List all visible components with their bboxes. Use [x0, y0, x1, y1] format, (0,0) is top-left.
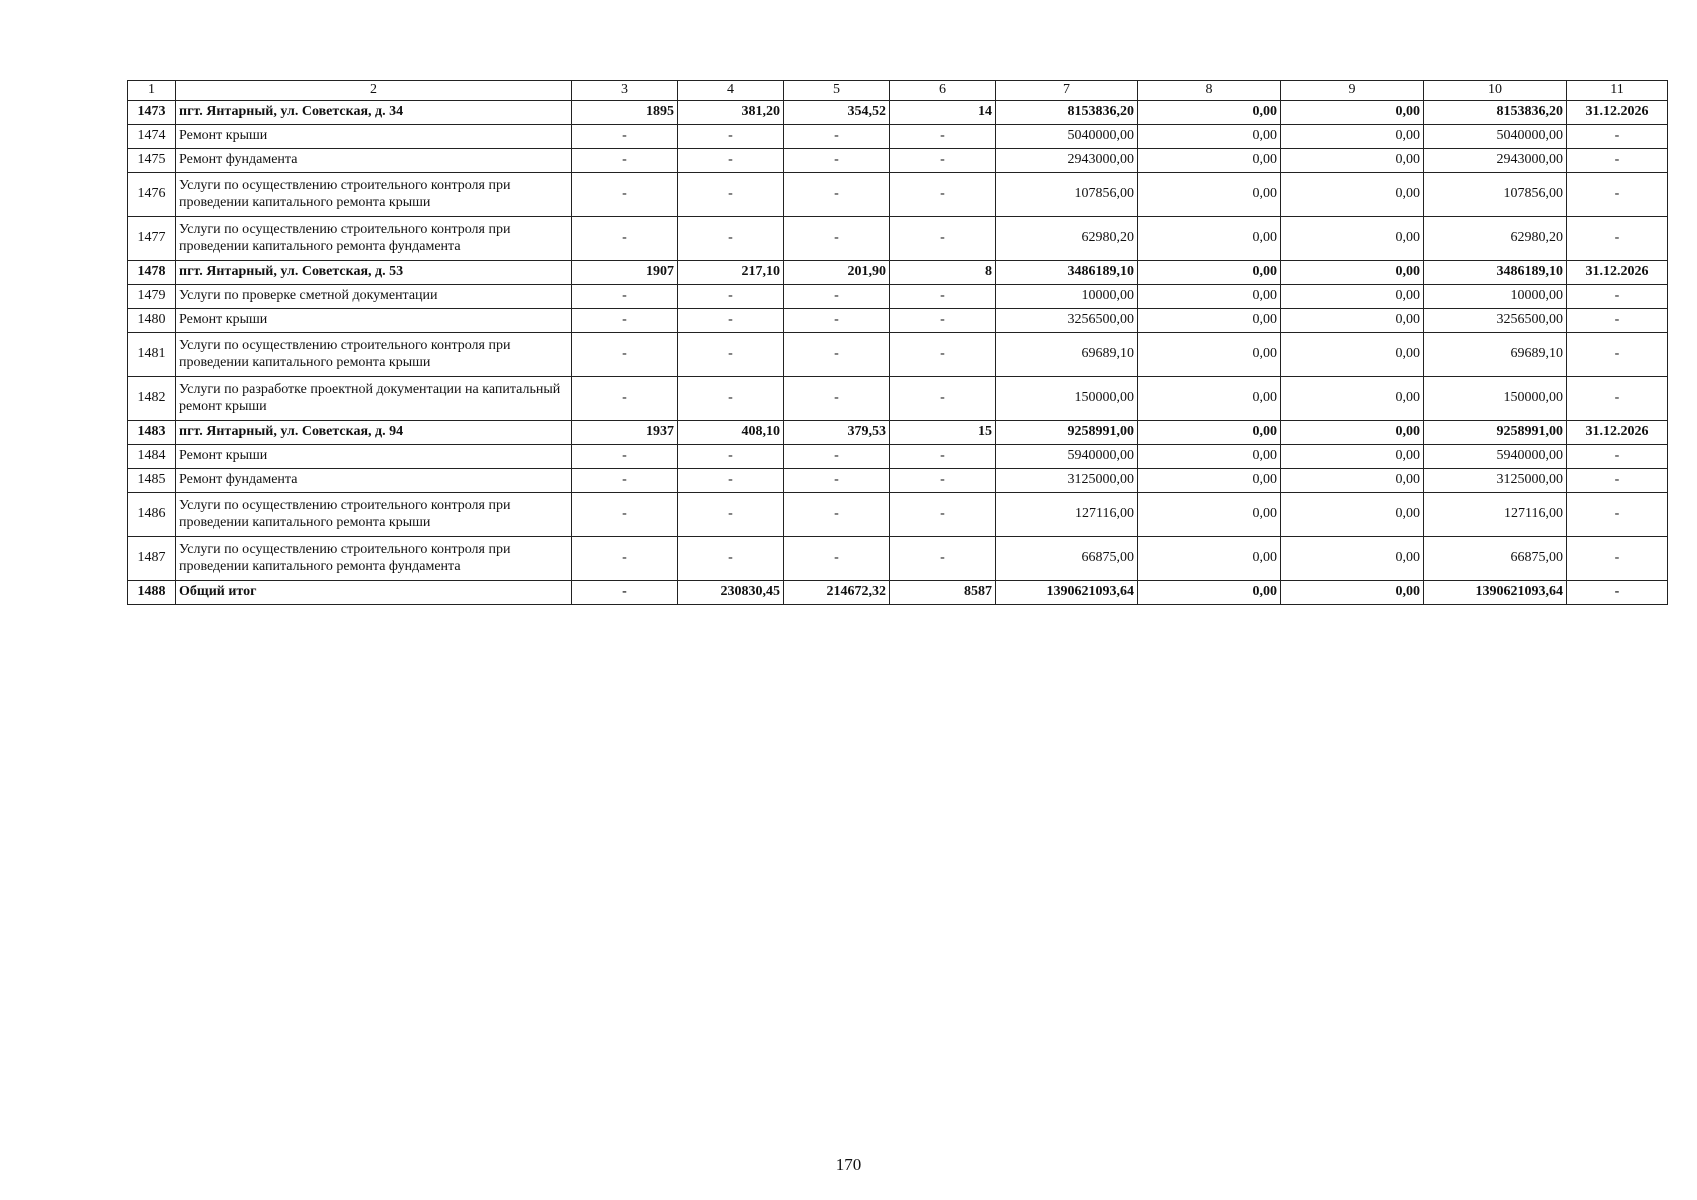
col-4-value: 408,10: [678, 421, 784, 445]
col-9-value: 0,00: [1281, 333, 1424, 377]
col-5-value: -: [784, 469, 890, 493]
col-5-value: 214672,32: [784, 581, 890, 605]
col-9-value: 0,00: [1281, 309, 1424, 333]
col-10-value: 5940000,00: [1424, 445, 1567, 469]
row-number: 1480: [128, 309, 176, 333]
address-row: [128, 421, 1668, 445]
row-description: Ремонт крыши: [176, 309, 572, 333]
address-row: [128, 101, 1668, 125]
col-7-value: 3256500,00: [996, 309, 1138, 333]
row-number: 1482: [128, 377, 176, 421]
col-10-value: 9258991,00: [1424, 421, 1567, 445]
table-row: [128, 469, 1668, 493]
col-3-value: -: [572, 581, 678, 605]
col-11-value: -: [1567, 125, 1668, 149]
col-9-value: 0,00: [1281, 173, 1424, 217]
col-8-value: 0,00: [1138, 581, 1281, 605]
col-3-value: -: [572, 493, 678, 537]
col-11-value: -: [1567, 537, 1668, 581]
col-7-value: 2943000,00: [996, 149, 1138, 173]
col-8-value: 0,00: [1138, 421, 1281, 445]
row-description: Услуги по осуществлению строительного контроля при проведении капитального ремонта фундамента: [176, 217, 572, 261]
row-number: 1486: [128, 493, 176, 537]
col-3-value: -: [572, 445, 678, 469]
col-4-value: 230830,45: [678, 581, 784, 605]
col-10-value: 5040000,00: [1424, 125, 1567, 149]
table-body: [128, 101, 1668, 605]
col-3-value: 1907: [572, 261, 678, 285]
col-5-value: 201,90: [784, 261, 890, 285]
col-5-value: 354,52: [784, 101, 890, 125]
col-7-value: 66875,00: [996, 537, 1138, 581]
col-8-value: 0,00: [1138, 333, 1281, 377]
col-4-value: -: [678, 493, 784, 537]
col-9-value: 0,00: [1281, 149, 1424, 173]
col-4-value: 217,10: [678, 261, 784, 285]
col-11-value: -: [1567, 217, 1668, 261]
col-10-value: 8153836,20: [1424, 101, 1567, 125]
column-header: 6: [890, 81, 996, 101]
col-5-value: -: [784, 493, 890, 537]
row-description: Ремонт фундамента: [176, 149, 572, 173]
column-header: 7: [996, 81, 1138, 101]
col-10-value: 2943000,00: [1424, 149, 1567, 173]
col-10-value: 3486189,10: [1424, 261, 1567, 285]
col-9-value: 0,00: [1281, 125, 1424, 149]
row-description: Услуги по разработке проектной документации на капитальный ремонт крыши: [176, 377, 572, 421]
row-number: 1488: [128, 581, 176, 605]
col-5-value: -: [784, 217, 890, 261]
col-3-value: -: [572, 469, 678, 493]
col-5-value: -: [784, 333, 890, 377]
column-header: 2: [176, 81, 572, 101]
row-description: пгт. Янтарный, ул. Советская, д. 94: [176, 421, 572, 445]
row-number: 1477: [128, 217, 176, 261]
table-row: [128, 493, 1668, 537]
col-11-value: -: [1567, 445, 1668, 469]
col-6-value: -: [890, 285, 996, 309]
table-row: [128, 149, 1668, 173]
row-number: 1483: [128, 421, 176, 445]
col-10-value: 150000,00: [1424, 377, 1567, 421]
row-description: Общий итог: [176, 581, 572, 605]
address-row: [128, 261, 1668, 285]
col-4-value: -: [678, 285, 784, 309]
col-4-value: -: [678, 217, 784, 261]
col-8-value: 0,00: [1138, 537, 1281, 581]
col-3-value: -: [572, 537, 678, 581]
row-description: Услуги по осуществлению строительного контроля при проведении капитального ремонта крыши: [176, 173, 572, 217]
col-9-value: 0,00: [1281, 217, 1424, 261]
col-5-value: -: [784, 377, 890, 421]
table-row: [128, 377, 1668, 421]
col-8-value: 0,00: [1138, 101, 1281, 125]
col-4-value: -: [678, 469, 784, 493]
col-8-value: 0,00: [1138, 261, 1281, 285]
col-10-value: 10000,00: [1424, 285, 1567, 309]
budget-table: [127, 80, 1668, 605]
col-7-value: 127116,00: [996, 493, 1138, 537]
header-row: [128, 81, 1668, 101]
col-7-value: 107856,00: [996, 173, 1138, 217]
col-11-value: 31.12.2026: [1567, 101, 1668, 125]
col-3-value: -: [572, 285, 678, 309]
col-11-value: -: [1567, 285, 1668, 309]
col-8-value: 0,00: [1138, 469, 1281, 493]
col-9-value: 0,00: [1281, 581, 1424, 605]
col-6-value: -: [890, 537, 996, 581]
total-row: [128, 581, 1668, 605]
col-6-value: -: [890, 377, 996, 421]
col-8-value: 0,00: [1138, 377, 1281, 421]
col-6-value: 8: [890, 261, 996, 285]
col-4-value: -: [678, 537, 784, 581]
col-11-value: -: [1567, 173, 1668, 217]
col-6-value: -: [890, 469, 996, 493]
row-number: 1479: [128, 285, 176, 309]
col-3-value: -: [572, 149, 678, 173]
col-8-value: 0,00: [1138, 285, 1281, 309]
col-5-value: -: [784, 173, 890, 217]
col-7-value: 5940000,00: [996, 445, 1138, 469]
col-6-value: 8587: [890, 581, 996, 605]
row-description: Услуги по осуществлению строительного контроля при проведении капитального ремонта крыши: [176, 333, 572, 377]
col-8-value: 0,00: [1138, 493, 1281, 537]
col-10-value: 62980,20: [1424, 217, 1567, 261]
col-9-value: 0,00: [1281, 445, 1424, 469]
col-7-value: 8153836,20: [996, 101, 1138, 125]
col-3-value: 1937: [572, 421, 678, 445]
row-description: Ремонт фундамента: [176, 469, 572, 493]
row-description: Услуги по проверке сметной документации: [176, 285, 572, 309]
col-7-value: 150000,00: [996, 377, 1138, 421]
col-4-value: -: [678, 333, 784, 377]
col-3-value: -: [572, 377, 678, 421]
col-6-value: -: [890, 217, 996, 261]
col-4-value: -: [678, 125, 784, 149]
row-number: 1474: [128, 125, 176, 149]
col-7-value: 1390621093,64: [996, 581, 1138, 605]
column-header: 1: [128, 81, 176, 101]
col-9-value: 0,00: [1281, 377, 1424, 421]
table-row: [128, 125, 1668, 149]
col-3-value: -: [572, 217, 678, 261]
col-6-value: -: [890, 173, 996, 217]
row-description: Услуги по осуществлению строительного контроля при проведении капитального ремонта крыши: [176, 493, 572, 537]
col-10-value: 107856,00: [1424, 173, 1567, 217]
row-description: Услуги по осуществлению строительного контроля при проведении капитального ремонта фундамента: [176, 537, 572, 581]
col-9-value: 0,00: [1281, 493, 1424, 537]
column-header: 8: [1138, 81, 1281, 101]
col-6-value: 14: [890, 101, 996, 125]
col-8-value: 0,00: [1138, 173, 1281, 217]
col-10-value: 3256500,00: [1424, 309, 1567, 333]
col-3-value: -: [572, 173, 678, 217]
row-number: 1478: [128, 261, 176, 285]
row-number: 1485: [128, 469, 176, 493]
col-7-value: 3486189,10: [996, 261, 1138, 285]
table-row: [128, 309, 1668, 333]
col-5-value: -: [784, 285, 890, 309]
column-header: 10: [1424, 81, 1567, 101]
col-6-value: -: [890, 149, 996, 173]
table-row: [128, 217, 1668, 261]
col-9-value: 0,00: [1281, 285, 1424, 309]
col-4-value: -: [678, 309, 784, 333]
column-header: 11: [1567, 81, 1668, 101]
col-10-value: 3125000,00: [1424, 469, 1567, 493]
col-7-value: 10000,00: [996, 285, 1138, 309]
col-11-value: 31.12.2026: [1567, 421, 1668, 445]
col-8-value: 0,00: [1138, 309, 1281, 333]
col-7-value: 9258991,00: [996, 421, 1138, 445]
table-row: [128, 173, 1668, 217]
table-row: [128, 537, 1668, 581]
col-4-value: -: [678, 149, 784, 173]
col-6-value: -: [890, 309, 996, 333]
col-5-value: -: [784, 537, 890, 581]
col-3-value: -: [572, 309, 678, 333]
column-header: 4: [678, 81, 784, 101]
col-7-value: 3125000,00: [996, 469, 1138, 493]
col-11-value: -: [1567, 493, 1668, 537]
col-10-value: 69689,10: [1424, 333, 1567, 377]
col-8-value: 0,00: [1138, 217, 1281, 261]
col-8-value: 0,00: [1138, 149, 1281, 173]
col-5-value: -: [784, 125, 890, 149]
col-9-value: 0,00: [1281, 261, 1424, 285]
col-5-value: -: [784, 309, 890, 333]
col-9-value: 0,00: [1281, 101, 1424, 125]
col-5-value: -: [784, 445, 890, 469]
row-description: Ремонт крыши: [176, 125, 572, 149]
column-header: 5: [784, 81, 890, 101]
col-4-value: -: [678, 377, 784, 421]
col-3-value: 1895: [572, 101, 678, 125]
row-number: 1475: [128, 149, 176, 173]
col-11-value: -: [1567, 309, 1668, 333]
table-row: [128, 333, 1668, 377]
row-number: 1487: [128, 537, 176, 581]
col-6-value: -: [890, 493, 996, 537]
col-6-value: -: [890, 333, 996, 377]
col-11-value: -: [1567, 469, 1668, 493]
col-5-value: 379,53: [784, 421, 890, 445]
page-number: 170: [835, 1155, 862, 1174]
col-6-value: 15: [890, 421, 996, 445]
row-number: 1473: [128, 101, 176, 125]
row-description: пгт. Янтарный, ул. Советская, д. 53: [176, 261, 572, 285]
col-8-value: 0,00: [1138, 445, 1281, 469]
col-9-value: 0,00: [1281, 537, 1424, 581]
col-11-value: -: [1567, 333, 1668, 377]
col-9-value: 0,00: [1281, 421, 1424, 445]
row-description: пгт. Янтарный, ул. Советская, д. 34: [176, 101, 572, 125]
col-4-value: -: [678, 173, 784, 217]
col-6-value: -: [890, 445, 996, 469]
col-11-value: -: [1567, 149, 1668, 173]
row-number: 1476: [128, 173, 176, 217]
col-10-value: 1390621093,64: [1424, 581, 1567, 605]
col-10-value: 127116,00: [1424, 493, 1567, 537]
col-9-value: 0,00: [1281, 469, 1424, 493]
col-4-value: 381,20: [678, 101, 784, 125]
column-header: 9: [1281, 81, 1424, 101]
column-header: 3: [572, 81, 678, 101]
col-11-value: -: [1567, 377, 1668, 421]
col-6-value: -: [890, 125, 996, 149]
col-8-value: 0,00: [1138, 125, 1281, 149]
col-7-value: 62980,20: [996, 217, 1138, 261]
col-10-value: 66875,00: [1424, 537, 1567, 581]
row-number: 1481: [128, 333, 176, 377]
row-description: Ремонт крыши: [176, 445, 572, 469]
row-number: 1484: [128, 445, 176, 469]
col-5-value: -: [784, 149, 890, 173]
col-4-value: -: [678, 445, 784, 469]
table-row: [128, 445, 1668, 469]
col-11-value: 31.12.2026: [1567, 261, 1668, 285]
col-7-value: 5040000,00: [996, 125, 1138, 149]
col-11-value: -: [1567, 581, 1668, 605]
col-3-value: -: [572, 125, 678, 149]
col-3-value: -: [572, 333, 678, 377]
table-row: [128, 285, 1668, 309]
col-7-value: 69689,10: [996, 333, 1138, 377]
